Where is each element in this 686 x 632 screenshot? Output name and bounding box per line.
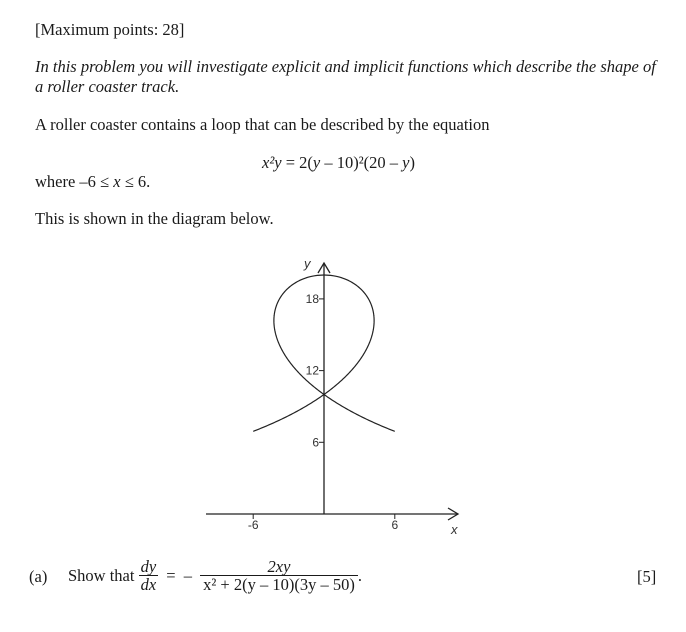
numerator-text: 2xy: [200, 558, 358, 576]
y-tick-label: 6: [312, 435, 319, 450]
marks-badge: [5]: [637, 567, 657, 586]
period: .: [357, 566, 362, 585]
problem-intro: In this problem you will investigate explicit and implicit functions which describe the shape of a roller coaster track.: [35, 57, 656, 96]
problem-statement: A roller coaster contains a loop that can be described by the equation: [35, 115, 490, 134]
diagram-intro: This is shown in the diagram below.: [35, 209, 274, 228]
dx-text: dx: [140, 575, 157, 594]
denominator-text: x² + 2(y – 10)(3y – 50): [203, 575, 355, 594]
minus-sign: –: [183, 566, 192, 585]
domain-where: where –6 ≤: [35, 172, 114, 191]
x-tick-label: -6: [247, 518, 259, 532]
equals-sign: =: [166, 566, 176, 585]
show-that-text: Show that: [68, 566, 135, 585]
eq-y1: y: [312, 153, 321, 172]
dy-text: dy: [140, 557, 157, 576]
domain-le: ≤ 6.: [120, 172, 151, 191]
eq-eq: = 2(: [285, 153, 313, 172]
eq-m1: – 10)²(20 –: [320, 153, 403, 172]
loop-curve-right-branch: [324, 275, 395, 431]
y-axis-label: y: [304, 256, 311, 271]
x-axis-label: x: [451, 522, 458, 537]
question-a-body: [68, 558, 362, 594]
eq-y2: y: [402, 153, 410, 172]
eq-end: ): [409, 153, 415, 172]
y-tick-label: 18: [305, 291, 319, 306]
question-a-label: (a): [29, 567, 48, 586]
eq-lhs: x²y: [262, 153, 282, 172]
derivative-fraction: [200, 558, 358, 594]
y-tick-label: 12: [305, 363, 319, 378]
max-points-header: [Maximum points: 28]: [35, 20, 185, 39]
dydx-fraction: [139, 558, 159, 594]
x-tick-label: 6: [391, 518, 399, 532]
domain-x: x: [113, 172, 121, 191]
